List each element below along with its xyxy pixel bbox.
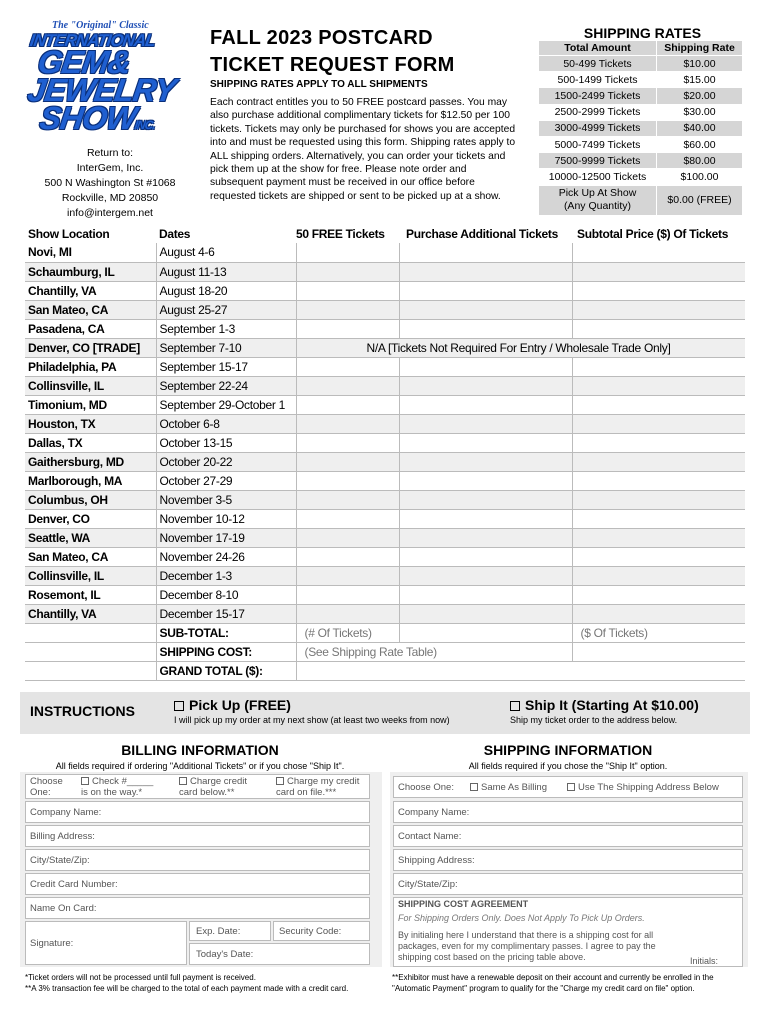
show-location: San Mateo, CA <box>25 547 156 566</box>
shipping-rates-table: Total Amount Shipping Rate 50-499 Tickets $10.00 500-1499 Tickets $15.00 1500-2499 Tickets $20.00 2500-2999 Tickets $30.00 3000-4999 Tickets $40.00 5000-7499 Tickets $60.00 7500-9999 Tickets $80.00 10000-12500 Tickets $100.00 Pick Up At Show (Any Quantity) $0.00 (FREE) <box>538 40 743 216</box>
free-tickets-input[interactable] <box>296 376 399 395</box>
table-row <box>25 585 745 604</box>
free-tickets-input[interactable] <box>296 262 399 281</box>
ship-checkbox[interactable] <box>510 701 520 711</box>
subtotal-price-input[interactable] <box>572 281 745 300</box>
shipping-cost-label: SHIPPING COST: <box>156 642 296 661</box>
show-dates: August 11-13 <box>156 262 296 281</box>
table-row <box>25 452 745 471</box>
subtotal-price-input[interactable] <box>572 262 745 281</box>
billing-option-check[interactable]: Check #_____ is on the way.* <box>81 776 154 798</box>
subtotal-price-input[interactable] <box>572 452 745 471</box>
footnote-right-1: **Exhibitor must have a renewable deposit on their account and currently be enrolled in the <box>392 973 714 982</box>
show-dates: August 25-27 <box>156 300 296 319</box>
agreement-title: SHIPPING COST AGREEMENT <box>398 899 529 909</box>
free-tickets-input[interactable] <box>296 585 399 604</box>
show-dates: December 1-3 <box>156 566 296 585</box>
subtotal-label: SUB-TOTAL: <box>156 623 296 642</box>
shipping-address-field[interactable]: Shipping Address: <box>393 849 743 871</box>
logo-line-jewelry: JEWELRY <box>25 72 178 108</box>
table-row <box>25 490 745 509</box>
show-location: Chantilly, VA <box>25 604 156 623</box>
show-location: Houston, TX <box>25 414 156 433</box>
free-tickets-input[interactable] <box>296 433 399 452</box>
page-title: FALL 2023 POSTCARD TICKET REQUEST FORM <box>210 27 455 76</box>
show-location: Collinsville, IL <box>25 566 156 585</box>
show-location: Novi, MI <box>25 243 156 262</box>
show-location: Collinsville, IL <box>25 376 156 395</box>
table-row <box>25 338 745 357</box>
free-tickets-input[interactable] <box>296 471 399 490</box>
footnote-left-1: *Ticket orders will not be processed until full payment is received. <box>25 973 256 982</box>
return-name: InterGem, Inc. <box>76 162 144 174</box>
show-dates: August 4-6 <box>156 243 296 262</box>
footnote-left-2: **A 3% transaction fee will be charged to the total of each payment made with a credit card. <box>25 984 349 993</box>
table-row <box>25 414 745 433</box>
initials-field[interactable]: Initials: <box>690 956 719 966</box>
billing-choose-row: Choose One: Check #_____ is on the way.* Charge credit card below.** Charge my credit card on file.*** <box>25 774 370 799</box>
free-tickets-input[interactable] <box>296 300 399 319</box>
billing-option-card-on-file[interactable]: Charge my credit card on file.*** <box>276 776 360 798</box>
agreement-subtitle: For Shipping Orders Only. Does Not Apply To Pick Up Orders. <box>398 913 645 923</box>
billing-exp-date-field[interactable]: Exp. Date: <box>189 921 271 941</box>
table-row <box>25 243 745 262</box>
return-label: Return to: <box>86 147 134 159</box>
additional-tickets-input[interactable] <box>399 490 572 509</box>
show-dates: September 7-10 <box>156 338 296 357</box>
show-dates: October 6-8 <box>156 414 296 433</box>
grand-total-label: GRAND TOTAL ($): <box>156 661 296 680</box>
table-row <box>25 281 745 300</box>
shipping-option-same[interactable]: Same As Billing <box>470 782 547 793</box>
pickup-checkbox[interactable] <box>174 701 184 711</box>
trade-note: N/A [Tickets Not Required For Entry / Wholesale Trade Only] <box>296 338 745 357</box>
table-row <box>25 395 745 414</box>
billing-address-field[interactable]: Billing Address: <box>25 825 370 847</box>
col-additional-tickets: Purchase Additional Tickets <box>406 226 558 241</box>
show-location: Schaumburg, IL <box>25 262 156 281</box>
shipping-contact-field[interactable]: Contact Name: <box>393 825 743 847</box>
show-location: Seattle, WA <box>25 528 156 547</box>
shipping-rates-title: SHIPPING RATES <box>583 25 702 41</box>
show-location: Philadelphia, PA <box>25 357 156 376</box>
free-tickets-input[interactable] <box>296 395 399 414</box>
logo-line-show: SHOWINC. <box>37 100 156 136</box>
subtotal-price-input[interactable] <box>572 509 745 528</box>
additional-tickets-input[interactable] <box>399 243 572 262</box>
additional-tickets-input[interactable] <box>399 585 572 604</box>
show-dates: August 18-20 <box>156 281 296 300</box>
subtotal-price-input[interactable] <box>572 243 745 262</box>
agreement-text: By initialing here I understand that there is a shipping cost for all packages, even for my complimentary passes. I agree to pay the shipping cost based on the pricing table above. <box>398 930 656 962</box>
instructions-label: INSTRUCTIONS <box>30 703 135 719</box>
table-row <box>25 528 745 547</box>
shipping-city-field[interactable]: City/State/Zip: <box>393 873 743 895</box>
subtotal-price-input[interactable] <box>572 604 745 623</box>
show-location: San Mateo, CA <box>25 300 156 319</box>
return-city: Rockville, MD 20850 <box>61 192 159 204</box>
additional-tickets-input[interactable] <box>399 547 572 566</box>
additional-tickets-input[interactable] <box>399 319 572 338</box>
additional-tickets-input[interactable] <box>399 395 572 414</box>
table-row <box>25 509 745 528</box>
subtotal-price-input[interactable] <box>572 319 745 338</box>
free-tickets-input[interactable] <box>296 281 399 300</box>
additional-tickets-input[interactable] <box>399 357 572 376</box>
grand-total-input[interactable] <box>296 661 745 680</box>
billing-title: BILLING INFORMATION <box>121 742 279 758</box>
show-dates: October 27-29 <box>156 471 296 490</box>
subtotal-price-input[interactable] <box>572 471 745 490</box>
billing-company-field[interactable]: Company Name: <box>25 801 370 823</box>
ship-option[interactable]: Ship It (Starting At $10.00) Ship my ticket order to the address below. <box>510 697 699 725</box>
billing-security-code-field[interactable]: Security Code: <box>273 921 370 941</box>
table-row <box>25 547 745 566</box>
show-dates: September 29-October 1 <box>156 395 296 414</box>
billing-today-date-field[interactable]: Today's Date: <box>189 943 370 965</box>
subtotal-price-input[interactable] <box>572 528 745 547</box>
billing-signature-field[interactable]: Signature: <box>25 921 187 965</box>
show-dates: November 10-12 <box>156 509 296 528</box>
subtotal-price-input[interactable] <box>572 414 745 433</box>
subtotal-price-input[interactable] <box>572 433 745 452</box>
subtotal-tickets-input[interactable]: (# Of Tickets) <box>296 623 399 642</box>
pickup-option[interactable]: Pick Up (FREE) I will pick up my order at my next show (at least two weeks from now) <box>174 697 450 725</box>
table-row <box>25 300 745 319</box>
billing-name-on-card-field[interactable]: Name On Card: <box>25 897 370 919</box>
shipping-cost-input[interactable]: (See Shipping Rate Table) <box>296 642 572 661</box>
show-location: Timonium, MD <box>25 395 156 414</box>
free-tickets-input[interactable] <box>296 319 399 338</box>
show-dates: September 1-3 <box>156 319 296 338</box>
additional-tickets-input[interactable] <box>399 376 572 395</box>
free-tickets-input[interactable] <box>296 547 399 566</box>
show-dates: November 17-19 <box>156 528 296 547</box>
subtotal-price-input[interactable] <box>572 490 745 509</box>
subtotal-price-input[interactable]: ($ Of Tickets) <box>572 623 745 642</box>
show-location: Dallas, TX <box>25 433 156 452</box>
additional-tickets-input[interactable] <box>399 566 572 585</box>
free-tickets-input[interactable] <box>296 509 399 528</box>
col-show-location: Show Location <box>28 226 110 241</box>
show-location: Columbus, OH <box>25 490 156 509</box>
shipping-agreement-box <box>393 897 743 967</box>
shipping-option-below[interactable]: Use The Shipping Address Below <box>567 782 719 793</box>
subtotal-price-input[interactable] <box>572 395 745 414</box>
show-location: Denver, CO [TRADE] <box>25 338 156 357</box>
subtotal-price-input[interactable] <box>572 300 745 319</box>
show-dates: December 8-10 <box>156 585 296 604</box>
subtotal-price-input[interactable] <box>572 566 745 585</box>
additional-tickets-input[interactable] <box>399 452 572 471</box>
free-tickets-input[interactable] <box>296 490 399 509</box>
col-dates: Dates <box>159 226 191 241</box>
logo-line-gem: GEM& <box>35 44 133 80</box>
show-dates: September 22-24 <box>156 376 296 395</box>
free-tickets-input[interactable] <box>296 243 399 262</box>
footnote-right-2: "Automatic Payment" program to qualify for the "Charge my credit card on file" option. <box>392 984 695 993</box>
additional-tickets-input[interactable] <box>399 281 572 300</box>
table-row <box>25 471 745 490</box>
col-free-tickets: 50 FREE Tickets <box>296 226 385 241</box>
show-dates: October 20-22 <box>156 452 296 471</box>
billing-option-charge-card[interactable]: Charge credit card below.** <box>179 776 248 798</box>
table-row <box>25 319 745 338</box>
shipping-cost-price-input[interactable] <box>572 642 745 661</box>
show-location: Gaithersburg, MD <box>25 452 156 471</box>
additional-tickets-input[interactable] <box>399 262 572 281</box>
table-row <box>25 433 745 452</box>
show-location: Denver, CO <box>25 509 156 528</box>
show-location: Chantilly, VA <box>25 281 156 300</box>
show-location: Marlborough, MA <box>25 471 156 490</box>
free-tickets-input[interactable] <box>296 566 399 585</box>
subtotal-additional-input[interactable] <box>399 623 572 642</box>
free-tickets-input[interactable] <box>296 452 399 471</box>
shipping-subhead: SHIPPING RATES APPLY TO ALL SHIPMENTS <box>210 79 428 90</box>
table-row <box>25 604 745 623</box>
return-email: info@intergem.net <box>67 207 153 219</box>
intro-text: Each contract entitles you to 50 FREE postcard passes. You may also purchase additional complimentary tickets for $12.50 per 100 tickets. Tickets may only be purchased for shows you are accepted into and must be requested using this form. Shipping rates apply to ALL shipping orders. Alternatively, you can order your tickets and pick them up at the show for free. Please note order and subsequent payment must be received in our office before requested tickets are shipped or sent to be picked up at a show. <box>210 97 516 202</box>
additional-tickets-input[interactable] <box>399 414 572 433</box>
show-dates: November 3-5 <box>156 490 296 509</box>
show-dates: September 15-17 <box>156 357 296 376</box>
table-row <box>25 566 745 585</box>
additional-tickets-input[interactable] <box>399 528 572 547</box>
same-as-billing-checkbox[interactable] <box>470 783 478 791</box>
billing-city-field[interactable]: City/State/Zip: <box>25 849 370 871</box>
billing-subtitle: All fields required if ordering "Additional Tickets" or if you chose "Ship It". <box>55 761 345 771</box>
free-tickets-input[interactable] <box>296 414 399 433</box>
additional-tickets-input[interactable] <box>399 471 572 490</box>
show-location: Rosemont, IL <box>25 585 156 604</box>
charge-card-checkbox[interactable] <box>179 777 187 785</box>
ticket-table <box>25 224 745 681</box>
additional-tickets-input[interactable] <box>399 433 572 452</box>
shipping-title: SHIPPING INFORMATION <box>483 742 653 758</box>
logo-tagline: The "Original" Classic <box>52 20 149 31</box>
shipping-company-field[interactable]: Company Name: <box>393 801 743 823</box>
free-tickets-input[interactable] <box>296 528 399 547</box>
billing-card-number-field[interactable]: Credit Card Number: <box>25 873 370 895</box>
subtotal-price-input[interactable] <box>572 357 745 376</box>
shipping-choose-row: Choose One: Same As Billing Use The Shipping Address Below <box>393 776 743 798</box>
check-checkbox[interactable] <box>81 777 89 785</box>
show-dates: December 15-17 <box>156 604 296 623</box>
show-dates: October 13-15 <box>156 433 296 452</box>
free-tickets-input[interactable] <box>296 604 399 623</box>
table-row <box>25 376 745 395</box>
subtotal-price-input[interactable] <box>572 585 745 604</box>
card-on-file-checkbox[interactable] <box>276 777 284 785</box>
additional-tickets-input[interactable] <box>399 604 572 623</box>
table-row <box>25 357 745 376</box>
return-street: 500 N Washington St #1068 <box>44 177 176 189</box>
show-dates: November 24-26 <box>156 547 296 566</box>
free-tickets-input[interactable] <box>296 357 399 376</box>
show-location: Pasadena, CA <box>25 319 156 338</box>
use-shipping-address-checkbox[interactable] <box>567 783 575 791</box>
subtotal-price-input[interactable] <box>572 547 745 566</box>
shipping-subtitle: All fields required if you chose the "Ship It" option. <box>468 761 668 771</box>
additional-tickets-input[interactable] <box>399 509 572 528</box>
additional-tickets-input[interactable] <box>399 300 572 319</box>
subtotal-price-input[interactable] <box>572 376 745 395</box>
logo-line-international: INTERNATIONAL <box>28 31 156 50</box>
col-subtotal: Subtotal Price ($) Of Tickets <box>577 226 729 241</box>
table-row <box>25 262 745 281</box>
